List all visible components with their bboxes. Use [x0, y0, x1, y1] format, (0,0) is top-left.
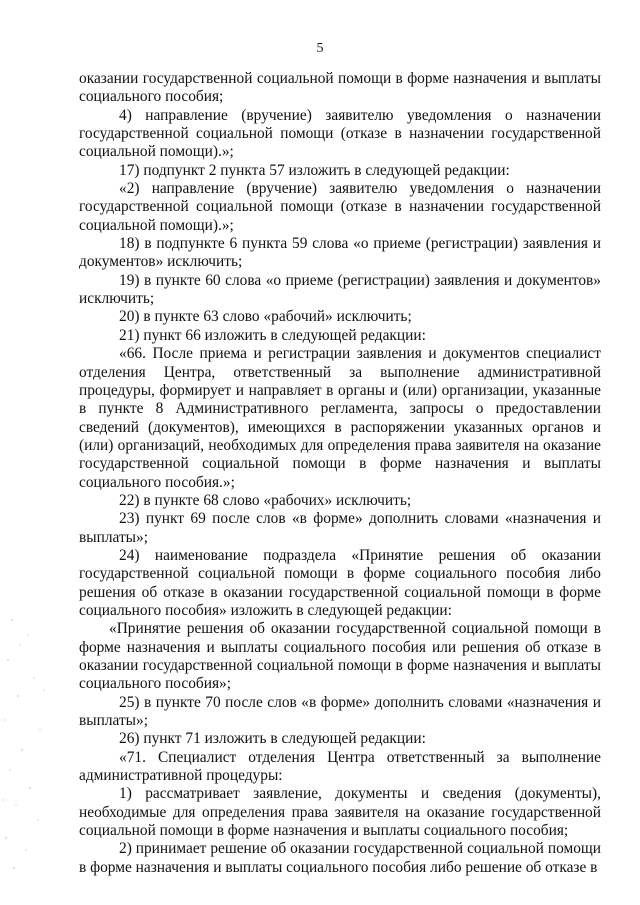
paragraph-item-23: 23) пункт 69 после слов «в форме» дополнить словами «назначения и выплаты»;	[79, 510, 601, 546]
paragraph-item-26: 26) пункт 71 изложить в следующей редакции:	[119, 730, 426, 748]
paragraph-item-17: 17) подпункт 2 пункта 57 изложить в следующей редакции:	[119, 161, 510, 179]
paragraph-item-22: 22) в пункте 68 слово «рабочих» исключить;	[119, 491, 412, 509]
paragraph-subitem-1: 1) рассматривает заявление, документы и сведения (документы), необходимые для определения права заявителя на оказание государственной социальной помощи в форме назначения и выплаты социального пособия;	[79, 785, 601, 840]
paragraph-item-19: 19) в пункте 60 слова «о приеме (регистрации) заявления и документов» исключить;	[79, 271, 601, 308]
paragraph-item-18: 18) в подпункте 6 пункта 59 слова «о приеме (регистрации) заявления и документов» исключить;	[79, 235, 601, 271]
paragraph-item-25: 25) в пункте 70 после слов «в форме» дополнить словами «назначения и выплаты»;	[79, 693, 601, 730]
document-body	[79, 70, 601, 877]
paragraph-subitem-2: 2) принимает решение об оказании государственной социальной помощи в форме назначения и выплаты социального пособия либо решение об отказе в	[79, 840, 601, 876]
paragraph-quote-71: «71. Специалист отделения Центра ответственный за выполнение административной процедуры:	[79, 748, 601, 785]
paragraph-quote-subsection-title: «Принятие решения об оказании государственной социальной помощи в форме назначения и выплаты социального пособия или решения об отказе в оказании государственной социальной помощи в форме назначения и выплаты социального пособия»;	[79, 620, 601, 693]
paragraph-item-20: 20) в пункте 63 слово «рабочий» исключить;	[119, 308, 412, 326]
page-number: 5	[316, 41, 324, 56]
paragraph-quote-66: «66. После приема и регистрации заявления и документов специалист отделения Центра, ответственный за выполнение административной процедуры, формирует и направляет в органы и (или) организации, указанные в пункте 8 Административного регламента, запросы о предоставлении сведений (документов), имеющихся в распоряжении указанных органов и (или) организаций, необходимых для определения права заявителя на оказание государственной социальной помощи в форме назначения и выплаты социального пособия.»;	[79, 345, 601, 491]
scan-noise-specks	[0, 600, 70, 900]
paragraph-item-21: 21) пункт 66 изложить в следующей редакции:	[119, 326, 426, 344]
paragraph-continuation: оказании государственной социальной помощи в форме назначения и выплаты социального пособия;	[79, 70, 601, 106]
paragraph-item-4: 4) направление (вручение) заявителю уведомления о назначении государственной социальной помощи (отказе в назначении государственной социальной помощи).»;	[79, 106, 601, 161]
paragraph-item-24: 24) наименование подраздела «Принятие решения об оказании государственной социальной помощи в форме социального пособия либо решения об отказе в оказании государственной социальной помощи в форме социального пособия» изложить в следующей редакции:	[79, 546, 601, 619]
paragraph-quote-item-2: «2) направление (вручение) заявителю уведомления о назначении государственной социальной помощи (отказе в назначении государственной социальной помощи).»;	[79, 180, 601, 234]
